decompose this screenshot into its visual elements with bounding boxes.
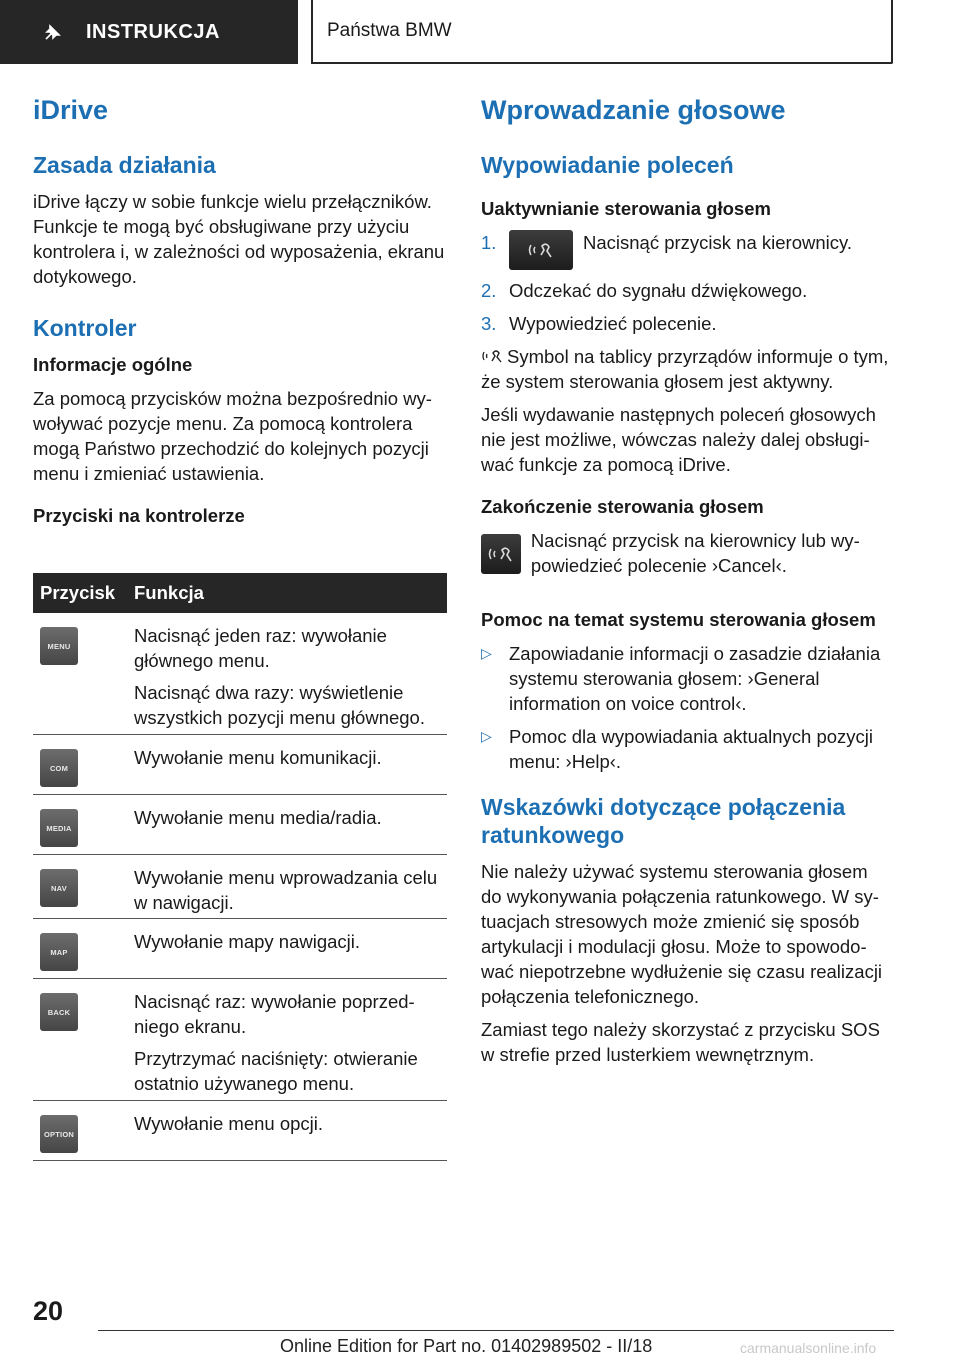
- media-button-icon: MEDIA: [40, 809, 78, 847]
- table-row: [33, 795, 447, 855]
- zasada-text: iDrive łączy w sobie funkcje wielu przełączników. Funkcje te mogą być obsługiwane przy użyciu kontrolera i, w zależności od wyposażenia, ekranu dotykowego.: [33, 191, 445, 288]
- symbol-text: Symbol na tablicy przyrządów informuje o tym, że system sterowania głosem jest aktywny.: [481, 346, 889, 393]
- table-cell: Przytrzymać naciśnięty: otwieranie ostatnio używanego menu.: [134, 1048, 418, 1094]
- heading-zasada-dzialania: Zasada działania: [33, 151, 216, 178]
- table-cell: Wywołanie menu komunikacji.: [134, 747, 382, 768]
- table-cell: Wywołanie menu wprowadzania celu w nawigacji.: [134, 867, 438, 913]
- watermark: carmanualsonline.info: [740, 1340, 877, 1356]
- bullet-text: Pomoc dla wypowiadania aktualnych pozycji menu: ›Help‹.: [509, 726, 874, 773]
- tab-instrukcja-label: INSTRUKCJA: [86, 20, 220, 43]
- kontroler-text: Za pomocą przycisków można bezpośrednio wywoływać pozycje menu. Za pomocą kontrolera mogą Państwo przechodzić do kolejnych pozycji menu i zmieniać ustawienia.: [33, 387, 432, 484]
- activation-steps: [481, 230, 891, 336]
- tab-panstwa-bmw-label: Państwa BMW: [327, 20, 452, 41]
- fallback-text: Jeśli wydawanie następnych poleceń głosowych nie jest możliwe, wówczas należy dalej obsługiwać funkcje za pomocą iDrive.: [481, 404, 876, 476]
- end-voice-text: Nacisnąć przycisk na kierownicy lub wypowiedzieć polecenie ›Cancel‹.: [530, 530, 860, 577]
- com-button-icon: COM: [40, 749, 78, 787]
- triangle-bullet-icon: ▷: [481, 728, 492, 745]
- nav-button-icon: NAV: [40, 869, 78, 907]
- list-item: [481, 230, 891, 270]
- bullet-text: Zapowiadanie informacji o zasadzie działania systemu sterowania głosem: ›General information on voice control‹.: [509, 643, 881, 715]
- tab-instrukcja[interactable]: [0, 0, 298, 64]
- list-item: [481, 311, 891, 336]
- symbol-paragraph: [481, 344, 891, 394]
- voice-symbol-icon: [481, 347, 503, 365]
- table-row: [33, 1101, 447, 1161]
- voice-button-icon: [509, 230, 573, 270]
- step-number: 1.: [481, 232, 497, 254]
- table-cell: Wywołanie menu opcji.: [134, 1113, 324, 1134]
- footer-edition: Online Edition for Part no. 01402989502 - II/18: [280, 1336, 653, 1356]
- table-header-funkcja: Funkcja: [134, 582, 204, 603]
- step-text: Wypowiedzieć polecenie.: [509, 313, 717, 335]
- buttons-table: [33, 573, 447, 1161]
- table-header-przycisk: Przycisk: [40, 582, 116, 603]
- table-row: [33, 613, 447, 735]
- help-bullets: [481, 641, 891, 774]
- table-row: [33, 919, 447, 979]
- left-column: [33, 96, 447, 537]
- voice-button-icon: [481, 534, 521, 574]
- map-button-icon: MAP: [40, 933, 78, 971]
- heading-wskazowki: Wskazówki dotyczące połączenia ratunkowego: [481, 794, 846, 848]
- step-text: Nacisnąć przycisk na kierownicy.: [583, 232, 853, 254]
- triangle-bullet-icon: ▷: [481, 645, 492, 662]
- pin-icon: [44, 23, 62, 41]
- page-number: 20: [33, 1296, 64, 1326]
- subheading-informacje-ogolne: Informacje ogólne: [33, 353, 193, 375]
- table-header: [33, 573, 447, 613]
- page-title-idrive: iDrive: [33, 95, 109, 125]
- subheading-zakonczenie: Zakończenie sterowania głosem: [481, 496, 764, 518]
- list-item: [481, 278, 891, 303]
- subheading-przyciski: Przyciski na kontrolerze: [33, 504, 245, 526]
- menu-button-icon: MENU: [40, 627, 78, 665]
- right-column: [481, 96, 891, 1075]
- table-cell: Wywołanie mapy nawigacji.: [134, 931, 361, 952]
- table-cell: Nacisnąć dwa razy: wyświetlenie wszystkich pozycji menu głównego.: [134, 682, 425, 728]
- table-row: [33, 735, 447, 795]
- table-row: [33, 855, 447, 919]
- subheading-uaktywnianie: Uaktywnianie sterowania głosem: [481, 198, 771, 220]
- subheading-pomoc: Pomoc na temat systemu sterowania głosem: [481, 609, 876, 631]
- table-cell: Nacisnąć raz: wywołanie poprzedniego ekranu.: [134, 991, 415, 1037]
- table-cell: Nacisnąć jeden raz: wywołanie głównego menu.: [134, 625, 387, 671]
- back-button-icon: BACK: [40, 993, 78, 1031]
- tab-panstwa-bmw[interactable]: [311, 0, 893, 64]
- heading-kontroler: Kontroler: [33, 315, 137, 342]
- page-title-voice: Wprowadzanie głosowe: [481, 95, 786, 125]
- table-row: [33, 979, 447, 1101]
- footer-divider: [98, 1330, 894, 1331]
- step-number: 3.: [481, 313, 497, 335]
- list-item: [481, 724, 891, 774]
- emergency-text-1: Nie należy używać systemu sterowania głosem do wykonywania połączenia ratunkowego. W sytuacjach stresowych może zmienić się sposób artykulacji i modulacji głosu. Może to spowodować niepotrzebne wydłużenie się czasu realizacji połączenia telefonicznego.: [481, 861, 883, 1008]
- top-navigation: [0, 0, 960, 66]
- list-item: [481, 641, 891, 716]
- emergency-text-2: Zamiast tego należy skorzystać z przycisku SOS w strefie przed lusterkiem wewnętrznym.: [481, 1019, 880, 1066]
- step-number: 2.: [481, 280, 497, 302]
- step-text: Odczekać do sygnału dźwiękowego.: [509, 280, 808, 302]
- end-voice-row: [481, 528, 891, 578]
- heading-wypowiadanie: Wypowiadanie poleceń: [481, 151, 734, 178]
- table-cell: Wywołanie menu media/radia.: [134, 807, 382, 828]
- option-button-icon: OPTION: [40, 1115, 78, 1153]
